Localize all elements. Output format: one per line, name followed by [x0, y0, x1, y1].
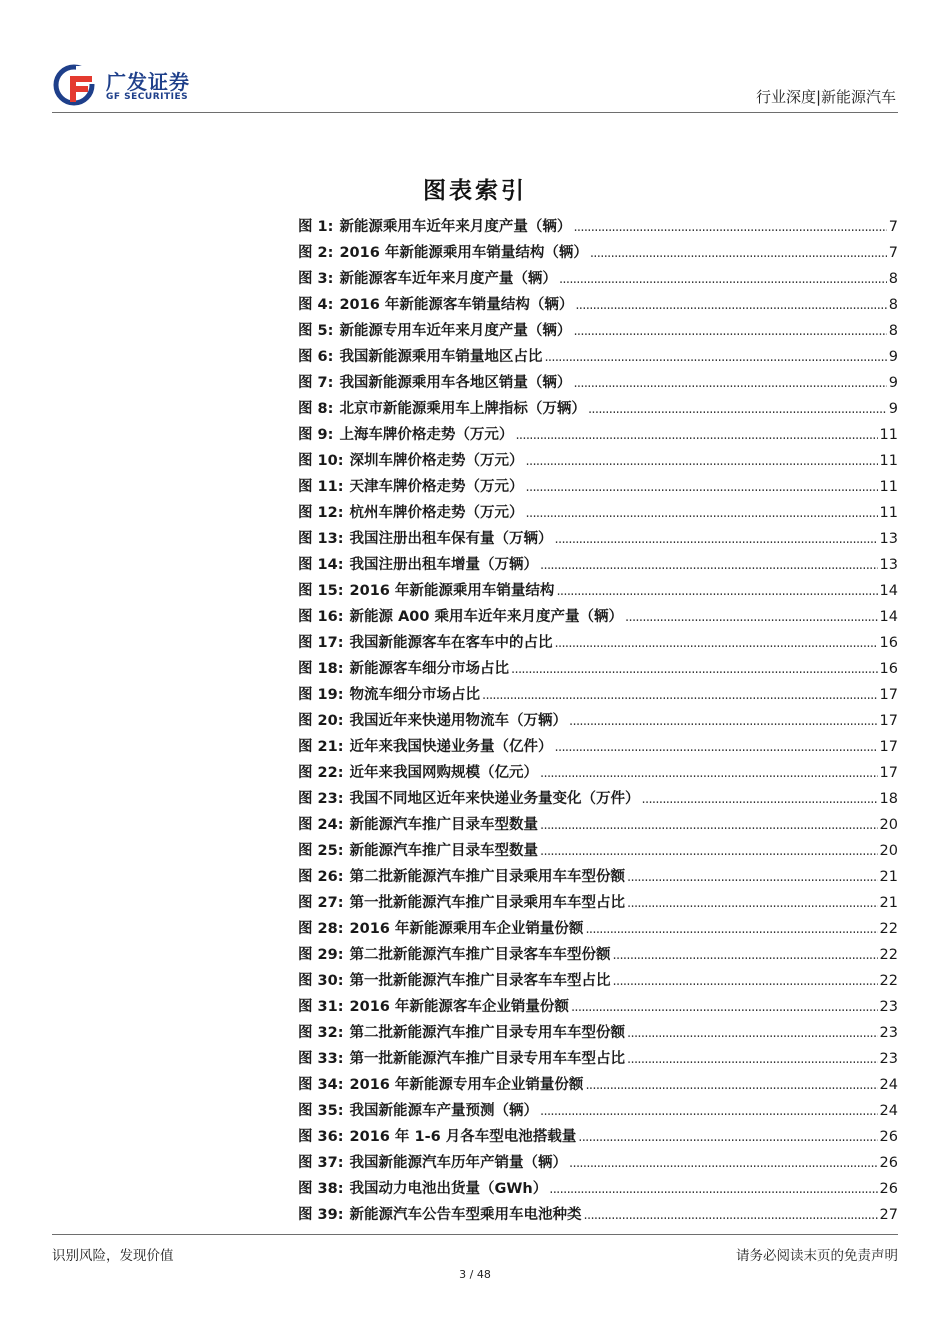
toc-entry-page: 14 [879, 609, 898, 625]
toc-entry-page: 21 [879, 869, 898, 885]
toc-entry-title: 杭州车牌价格走势（万元） [349, 505, 524, 521]
toc-entry-page: 11 [879, 453, 898, 469]
toc-entry-title: 我国新能源乘用车各地区销量（辆） [339, 375, 572, 391]
gf-logo-icon [52, 64, 100, 106]
toc-entry-title: 我国动力电池出货量（GWh） [349, 1181, 548, 1197]
toc-entry-title: 2016 年新能源乘用车销量结构 [349, 583, 555, 599]
toc-entry-page: 21 [879, 895, 898, 911]
toc-leader-dots [559, 266, 887, 293]
toc-leader-dots [540, 760, 878, 787]
toc-entry-title: 新能源汽车推广目录车型数量 [349, 843, 539, 859]
toc-leader-dots [555, 734, 878, 761]
toc-entry-title: 我国新能源汽车历年产销量（辆） [349, 1155, 568, 1171]
toc-entry-number: 图 24: [298, 817, 344, 833]
toc-entry[interactable] [298, 838, 898, 864]
toc-leader-dots [627, 1046, 878, 1073]
toc-entry-page: 23 [879, 999, 898, 1015]
toc-entry-number: 图 29: [298, 947, 344, 963]
toc-entry[interactable] [298, 890, 898, 916]
toc-entry-number: 图 38: [298, 1181, 344, 1197]
toc-entry-number: 图 14: [298, 557, 344, 573]
toc-entry[interactable] [298, 682, 898, 708]
toc-entry-page: 22 [879, 947, 898, 963]
toc-entry-title: 新能源 A00 乘用车近年来月度产量（辆） [349, 609, 624, 625]
toc-leader-dots [540, 1098, 878, 1125]
toc-entry[interactable] [298, 630, 898, 656]
figure-index-list [298, 214, 898, 1228]
toc-entry[interactable] [298, 292, 898, 318]
toc-leader-dots [627, 890, 878, 917]
toc-entry[interactable] [298, 214, 898, 240]
toc-entry-title: 我国新能源客车在客车中的占比 [349, 635, 553, 651]
toc-entry-number: 图 18: [298, 661, 344, 677]
toc-entry-title: 第一批新能源汽车推广目录乘用车车型占比 [349, 895, 626, 911]
toc-entry[interactable] [298, 708, 898, 734]
toc-entry-page: 26 [879, 1155, 898, 1171]
toc-entry-number: 图 4: [298, 297, 334, 313]
toc-entry-number: 图 36: [298, 1129, 344, 1145]
toc-entry-number: 图 12: [298, 505, 344, 521]
toc-leader-dots [573, 318, 886, 345]
toc-leader-dots [588, 396, 887, 423]
toc-entry-number: 图 5: [298, 323, 334, 339]
toc-entry-number: 图 16: [298, 609, 344, 625]
toc-entry-title: 北京市新能源乘用车上牌指标（万辆） [339, 401, 586, 417]
toc-entry[interactable] [298, 942, 898, 968]
logo-chinese-name: 广发证券 [106, 70, 190, 94]
toc-entry-title: 新能源客车细分市场占比 [349, 661, 510, 677]
toc-entry-title: 新能源汽车公告车型乘用车电池种类 [349, 1207, 582, 1223]
toc-leader-dots [556, 578, 877, 605]
header-divider [52, 112, 898, 113]
toc-entry-page: 9 [888, 349, 898, 365]
toc-entry[interactable] [298, 1176, 898, 1202]
toc-leader-dots [584, 1202, 878, 1229]
toc-entry-title: 2016 年 1-6 月各车型电池搭载量 [349, 1129, 577, 1145]
toc-entry[interactable] [298, 1202, 898, 1228]
toc-entry-number: 图 2: [298, 245, 334, 261]
toc-entry-page: 26 [879, 1181, 898, 1197]
toc-leader-dots [540, 838, 878, 865]
page-number: 3 / 48 [459, 1268, 491, 1281]
toc-entry-title: 我国注册出租车保有量（万辆） [349, 531, 553, 547]
toc-entry-page: 11 [879, 427, 898, 443]
toc-entry[interactable] [298, 864, 898, 890]
toc-entry-page: 8 [888, 271, 898, 287]
toc-entry-page: 13 [879, 531, 898, 547]
toc-entry-number: 图 35: [298, 1103, 344, 1119]
toc-entry[interactable] [298, 786, 898, 812]
toc-entry-number: 图 7: [298, 375, 334, 391]
toc-entry-number: 图 3: [298, 271, 334, 287]
toc-title: 图表索引 [423, 177, 527, 204]
toc-entry-title: 第二批新能源汽车推广目录专用车车型份额 [349, 1025, 626, 1041]
logo-english-name: GF SECURITIES [106, 92, 189, 102]
toc-leader-dots [511, 656, 878, 683]
toc-leader-dots [526, 500, 878, 527]
toc-entry-title: 第一批新能源汽车推广目录专用车车型占比 [349, 1051, 626, 1067]
toc-leader-dots [482, 682, 878, 709]
toc-entry-number: 图 25: [298, 843, 344, 859]
toc-entry[interactable] [298, 370, 898, 396]
toc-entry-title: 天津车牌价格走势（万元） [349, 479, 524, 495]
toc-entry-number: 图 33: [298, 1051, 344, 1067]
toc-entry-number: 图 17: [298, 635, 344, 651]
toc-leader-dots [575, 292, 886, 319]
toc-entry-number: 图 20: [298, 713, 344, 729]
toc-entry[interactable] [298, 1072, 898, 1098]
toc-leader-dots [613, 968, 878, 995]
toc-leader-dots [571, 994, 878, 1021]
toc-leader-dots [590, 240, 887, 267]
toc-entry[interactable] [298, 344, 898, 370]
toc-leader-dots [627, 864, 878, 891]
toc-entry-page: 23 [879, 1025, 898, 1041]
page-header [52, 62, 898, 112]
toc-entry-title: 新能源乘用车近年来月度产量（辆） [339, 219, 572, 235]
toc-entry-page: 22 [879, 921, 898, 937]
toc-leader-dots [540, 552, 878, 579]
toc-entry-number: 图 13: [298, 531, 344, 547]
toc-entry-page: 22 [879, 973, 898, 989]
toc-leader-dots [544, 344, 886, 371]
toc-entry-page: 23 [879, 1051, 898, 1067]
toc-entry-page: 13 [879, 557, 898, 573]
toc-entry-page: 9 [888, 375, 898, 391]
toc-entry-number: 图 37: [298, 1155, 344, 1171]
toc-entry[interactable] [298, 916, 898, 942]
toc-entry[interactable] [298, 1046, 898, 1072]
footer-disclaimer: 请务必阅读末页的免责声明 [736, 1248, 898, 1264]
toc-entry-number: 图 19: [298, 687, 344, 703]
toc-entry-number: 图 26: [298, 869, 344, 885]
toc-entry[interactable] [298, 1150, 898, 1176]
toc-entry-page: 20 [879, 817, 898, 833]
toc-entry-title: 第一批新能源汽车推广目录客车车型占比 [349, 973, 611, 989]
toc-entry-page: 8 [888, 297, 898, 313]
toc-leader-dots [526, 448, 878, 475]
toc-entry-page: 11 [879, 505, 898, 521]
toc-entry-number: 图 22: [298, 765, 344, 781]
toc-entry[interactable] [298, 604, 898, 630]
toc-entry-number: 图 15: [298, 583, 344, 599]
toc-entry[interactable] [298, 994, 898, 1020]
toc-entry-number: 图 32: [298, 1025, 344, 1041]
toc-entry[interactable] [298, 448, 898, 474]
toc-entry-title: 我国新能源车产量预测（辆） [349, 1103, 539, 1119]
toc-entry[interactable] [298, 760, 898, 786]
toc-entry[interactable] [298, 968, 898, 994]
toc-entry-page: 24 [879, 1103, 898, 1119]
toc-entry-page: 7 [888, 219, 898, 235]
toc-leader-dots [515, 422, 877, 449]
toc-leader-dots [569, 708, 878, 735]
toc-entry-title: 第二批新能源汽车推广目录乘用车车型份额 [349, 869, 626, 885]
toc-leader-dots [585, 1072, 877, 1099]
toc-entry-title: 第二批新能源汽车推广目录客车车型份额 [349, 947, 611, 963]
toc-leader-dots [540, 812, 878, 839]
toc-entry-title: 新能源客车近年来月度产量（辆） [339, 271, 557, 287]
toc-leader-dots [642, 786, 878, 813]
toc-entry-page: 17 [879, 687, 898, 703]
toc-entry-page: 17 [879, 739, 898, 755]
toc-entry-page: 7 [888, 245, 898, 261]
toc-entry-number: 图 28: [298, 921, 344, 937]
toc-entry-number: 图 30: [298, 973, 344, 989]
toc-entry-page: 17 [879, 765, 898, 781]
toc-entry-page: 16 [879, 635, 898, 651]
toc-entry-number: 图 1: [298, 219, 334, 235]
toc-entry-page: 11 [879, 479, 898, 495]
toc-entry-page: 8 [888, 323, 898, 339]
toc-entry-title: 2016 年新能源乘用车销量结构（辆） [339, 245, 588, 261]
toc-entry[interactable] [298, 500, 898, 526]
toc-entry[interactable] [298, 552, 898, 578]
toc-entry-title: 新能源汽车推广目录车型数量 [349, 817, 539, 833]
gf-securities-logo [52, 62, 202, 108]
toc-entry-title: 新能源专用车近年来月度产量（辆） [339, 323, 572, 339]
toc-entry-page: 17 [879, 713, 898, 729]
toc-entry-number: 图 34: [298, 1077, 344, 1093]
toc-entry[interactable] [298, 812, 898, 838]
toc-leader-dots [625, 604, 878, 631]
toc-leader-dots [555, 526, 878, 553]
toc-entry-title: 我国注册出租车增量（万辆） [349, 557, 539, 573]
report-category: 行业深度|新能源汽车 [755, 88, 896, 106]
toc-entry-title: 2016 年新能源客车销量结构（辆） [339, 297, 574, 313]
toc-entry-number: 图 8: [298, 401, 334, 417]
toc-entry-title: 2016 年新能源客车企业销量份额 [349, 999, 569, 1015]
toc-entry-title: 上海车牌价格走势（万元） [339, 427, 514, 443]
toc-entry-page: 16 [879, 661, 898, 677]
toc-entry[interactable] [298, 578, 898, 604]
toc-entry-title: 近年来我国网购规模（亿元） [349, 765, 539, 781]
footer-divider [52, 1234, 898, 1235]
toc-entry[interactable] [298, 526, 898, 552]
toc-entry-number: 图 21: [298, 739, 344, 755]
toc-entry-title: 我国不同地区近年来快递业务量变化（万件） [349, 791, 640, 807]
toc-entry-page: 14 [879, 583, 898, 599]
toc-leader-dots [627, 1020, 878, 1047]
toc-entry-title: 我国新能源乘用车销量地区占比 [339, 349, 543, 365]
toc-entry-number: 图 27: [298, 895, 344, 911]
toc-entry-title: 深圳车牌价格走势（万元） [349, 453, 524, 469]
toc-leader-dots [555, 630, 878, 657]
toc-entry-page: 26 [879, 1129, 898, 1145]
toc-entry[interactable] [298, 656, 898, 682]
toc-entry-title: 2016 年新能源专用车企业销量份额 [349, 1077, 584, 1093]
toc-entry-number: 图 39: [298, 1207, 344, 1223]
toc-entry-number: 图 23: [298, 791, 344, 807]
toc-leader-dots [569, 1150, 878, 1177]
toc-entry-page: 27 [879, 1207, 898, 1223]
toc-entry-number: 图 31: [298, 999, 344, 1015]
toc-entry-page: 20 [879, 843, 898, 859]
toc-leader-dots [585, 916, 877, 943]
toc-entry[interactable] [298, 474, 898, 500]
toc-entry[interactable] [298, 422, 898, 448]
toc-entry-page: 9 [888, 401, 898, 417]
toc-leader-dots [549, 1176, 877, 1203]
footer-slogan: 识别风险，发现价值 [52, 1248, 174, 1264]
toc-entry-page: 24 [879, 1077, 898, 1093]
toc-entry[interactable] [298, 240, 898, 266]
toc-entry[interactable] [298, 396, 898, 422]
toc-entry[interactable] [298, 1098, 898, 1124]
toc-leader-dots [526, 474, 878, 501]
toc-entry-title: 近年来我国快递业务量（亿件） [349, 739, 553, 755]
toc-leader-dots [578, 1124, 877, 1151]
toc-leader-dots [573, 370, 886, 397]
toc-entry-title: 物流车细分市场占比 [349, 687, 481, 703]
toc-entry-number: 图 11: [298, 479, 344, 495]
toc-leader-dots [613, 942, 878, 969]
toc-entry-number: 图 6: [298, 349, 334, 365]
toc-entry-number: 图 9: [298, 427, 334, 443]
toc-entry-page: 18 [879, 791, 898, 807]
toc-entry[interactable] [298, 1124, 898, 1150]
toc-entry-number: 图 10: [298, 453, 344, 469]
toc-entry[interactable] [298, 734, 898, 760]
toc-entry[interactable] [298, 318, 898, 344]
toc-entry[interactable] [298, 1020, 898, 1046]
toc-entry-title: 我国近年来快递用物流车（万辆） [349, 713, 568, 729]
toc-entry-title: 2016 年新能源乘用车企业销量份额 [349, 921, 584, 937]
toc-entry[interactable] [298, 266, 898, 292]
toc-leader-dots [573, 214, 886, 241]
